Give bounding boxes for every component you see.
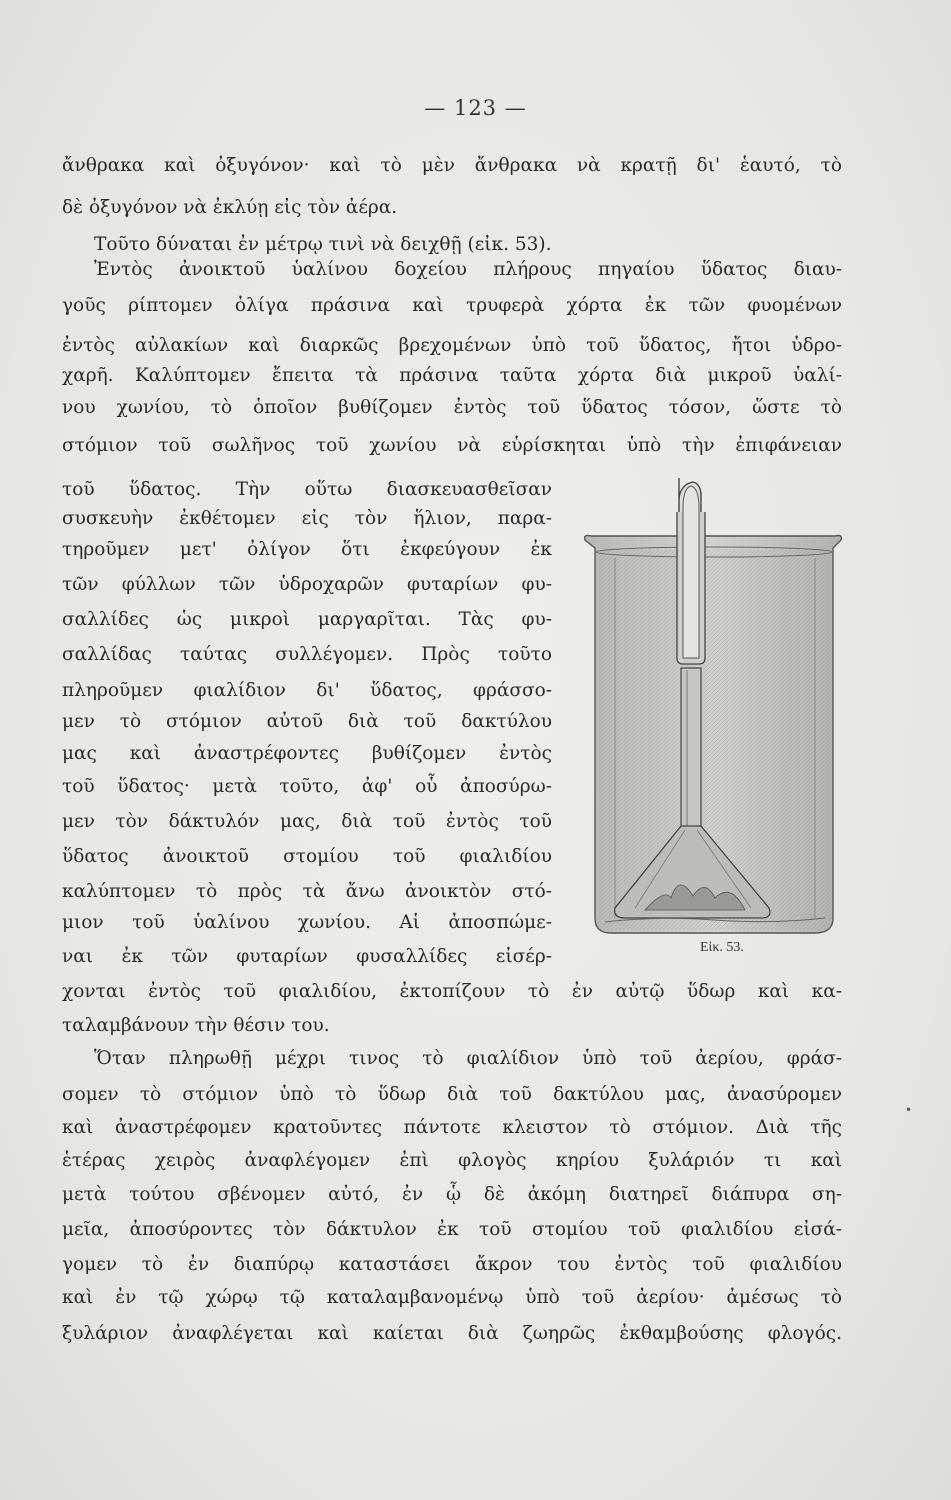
text-line: γοῦς ρίπτομεν ὀλίγα πράσινα καὶ τρυφερὰ χόρτα ἐκ τῶν φυομένων — [62, 295, 842, 316]
text-line: καλύπτομεν τὸ πρὸς τὰ ἄνω ἀνοικτὸν στό- — [62, 881, 552, 902]
text-line: ὕδατος ἀνοικτοῦ στομίου τοῦ φιαλιδίου — [62, 846, 552, 867]
text-line: ναι ἐκ τῶν φυταρίων φυσαλλίδες εἰσέρ- — [62, 946, 552, 967]
text-line: Τοῦτο δύναται ἐν μέτρῳ τινὶ νὰ δειχθῇ (εἰκ. 53). — [94, 234, 552, 255]
text-line: μετὰ τούτου σβένομεν αὐτό, ἐν ᾧ δὲ ἀκόμη διατηρεῖ διάπυρα ση- — [62, 1184, 842, 1205]
text-line: ἄνθρακα καὶ ὀξυγόνον· καὶ τὸ μὲν ἄνθρακα νὰ κρατῇ δι' ἑαυτό, τὸ — [62, 155, 842, 176]
text-line: στόμιον τοῦ σωλῆνος τοῦ χωνίου νὰ εὑρίσκηται ὑπὸ τὴν ἐπιφάνειαν — [62, 435, 842, 456]
text-line: γομεν τὸ ἐν διαπύρῳ καταστάσει ἄκρον του ἐντὸς τοῦ φιαλιδίου — [62, 1254, 842, 1275]
text-line: πληροῦμεν φιαλίδιον δι' ὕδατος, φράσσο- — [62, 680, 552, 701]
figure-caption: Εἰκ. 53. — [700, 940, 744, 955]
text-line: καὶ ἀναστρέφομεν κρατοῦντες πάντοτε κλειστον τὸ στόμιον. Διὰ τῆς — [62, 1117, 842, 1138]
text-line: καὶ ἐν τῷ χώρῳ τῷ καταλαμβανομένῳ ὑπὸ τοῦ ἀερίου· ἀμέσως τὸ — [62, 1287, 842, 1308]
text-line: μεν τὸ στόμιον αὐτοῦ διὰ τοῦ δακτύλου — [62, 711, 552, 732]
text-line: τοῦ ὕδατος· μετὰ τοῦτο, ἀφ' οὗ ἀποσύρω- — [62, 776, 552, 797]
text-line: τοῦ ὕδατος. Τὴν οὕτω διασκευασθεῖσαν — [62, 479, 552, 500]
text-line: δὲ ὀξυγόνον νὰ ἐκλύῃ εἰς τὸν ἀέρα. — [62, 197, 398, 218]
text-line: ἑτέρας χειρὸς ἀναφλέγομεν ἐπὶ φλογὸς κηρίου ξυλάριόν τι καὶ — [62, 1150, 842, 1171]
text-line: σομεν τὸ στόμιον ὑπὸ τὸ ὕδωρ διὰ τοῦ δακτύλου μας, ἀνασύρομεν — [62, 1084, 842, 1105]
text-line: σαλλίδας ταύτας συλλέγομεν. Πρὸς τοῦτο — [62, 644, 552, 665]
text-line: ἐντὸς αὐλακίων καὶ διαρκῶς βρεχομένων ὑπὸ τοῦ ὕδατος, ἤτοι ὑδρο- — [62, 335, 842, 356]
text-line: νου χωνίου, τὸ ὁποῖον βυθίζομεν ἐντὸς τοῦ ὕδατος τόσον, ὥστε τὸ — [62, 397, 842, 418]
beaker-figure — [575, 478, 855, 948]
funnel-stem-icon — [681, 668, 701, 828]
text-line: σαλλίδες ὡς μικροὶ μαργαρῖται. Τὰς φυ- — [62, 609, 552, 630]
text-line: χονται ἐντὸς τοῦ φιαλιδίου, ἐκτοπίζουν τὸ ἐν αὐτῷ ὕδωρ καὶ κα- — [62, 981, 842, 1002]
text-line: μιον τοῦ ὑαλίνου χωνίου. Αἱ ἀποσπώμε- — [62, 912, 552, 933]
text-line: μας καὶ ἀναστρέφοντες βυθίζομεν ἐντὸς — [62, 743, 552, 764]
text-line: τηροῦμεν μετ' ὀλίγον ὅτι ἐκφεύγουν ἐκ — [62, 539, 552, 560]
text-line: Ὅταν πληρωθῇ μέχρι τινος τὸ φιαλίδιον ὑπὸ τοῦ ἀερίου, φράσ- — [94, 1048, 842, 1069]
text-line: μεν τὸν δάκτυλόν μας, διὰ τοῦ ἐντὸς τοῦ — [62, 811, 552, 832]
text-line: χαρῆ. Καλύπτομεν ἔπειτα τὰ πράσινα ταῦτα χόρτα διὰ μικροῦ ὑαλί- — [62, 365, 842, 386]
margin-mark: • — [905, 1103, 913, 1117]
text-line: Ἐντὸς ἀνοικτοῦ ὑαλίνου δοχείου πλήρους πηγαίου ὕδατος διαυ- — [94, 259, 842, 280]
text-line: μεῖα, ἀποσύροντες τὸν δάκτυλον ἐκ τοῦ στομίου τοῦ φιαλιδίου εἰσά- — [62, 1219, 842, 1240]
text-line: ξυλάριον ἀναφλέγεται καὶ καίεται διὰ ζωηρῶς ἐκθαμβούσης φλογός. — [62, 1323, 842, 1344]
page-number: — 123 — — [424, 96, 527, 120]
text-line: συσκευὴν ἐκθέτομεν εἰς τὸν ἥλιον, παρα- — [62, 508, 552, 529]
text-line: ταλαμβάνουν τὴν θέσιν του. — [62, 1015, 330, 1036]
text-line: τῶν φύλλων τῶν ὑδροχαρῶν φυταρίων φυ- — [62, 574, 552, 595]
